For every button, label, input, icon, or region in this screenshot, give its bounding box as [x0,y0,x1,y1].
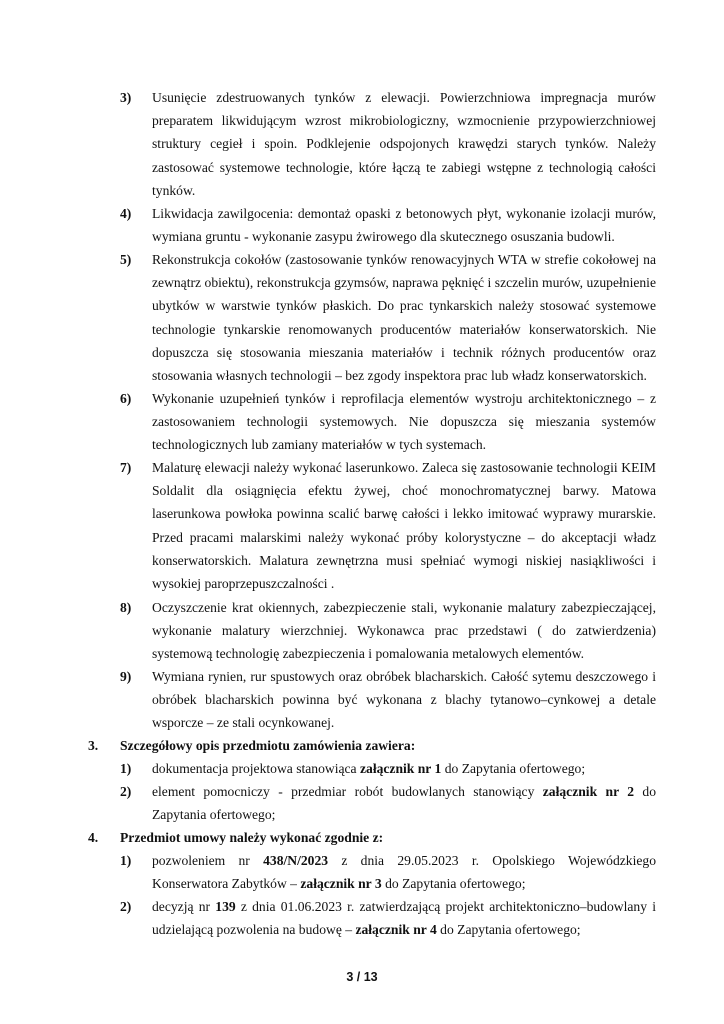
item-text: Malaturę elewacji należy wykonać laserunkowo. Zaleca się zastosowanie technologii KEIM Soldalit dla osiągnięcia efektu żywej, choć monochromatycznej barwy. Matowa laserunkowa powłoka powinna scalić barwę całości i lekko imitować wyprawy murarskie. Przed pracami malarskimi należy wykonać próby kolorystyczne – do akceptacji władz konserwatorskich. Malatura zewnętrzna musi spełniać wymogi niskiej nasiąkliwości i wysokiej paroprzepuszczalności . [152,460,656,592]
decision-number: 139 [215,899,236,914]
list-item [120,248,656,387]
item-text: z dnia 01.06.2023 r. zatwierdzającą projekt architektoniczno–budowlany i udzielającą pozwolenia na budowę – [152,899,656,938]
item-number: 2) [120,784,132,799]
list-item [120,895,656,941]
item-text: Oczyszczenie krat okiennych, zabezpieczenie stali, wykonanie malatury zabezpieczającej, wykonanie malatury wierzchniej. Wykonawca prac przedstawi ( do zatwierdzenia) systemową technologię zabezpieczenia i pomalowania metalowych elementów. [152,600,656,662]
permit-number: 438/N/2023 [263,853,329,868]
list-item [120,665,656,735]
item-number: 6) [120,391,132,406]
attachment-reference: załącznik nr 1 [359,761,442,776]
attachment-reference: załącznik nr 4 [355,922,437,938]
item-text: do Zapytania ofertowego; [436,922,581,938]
item-text: do Zapytania ofertowego; [381,876,526,892]
item-number: 2) [120,899,132,914]
page-number: 3 / 13 [346,970,378,984]
item-text: element pomocniczy - przedmiar robót budowlanych stanowiący [152,784,543,799]
item-text: decyzją nr [152,899,216,914]
section-title: Przedmiot umowy należy wykonać zgodnie z: [120,830,384,845]
list-item [120,849,656,895]
item-text: Wymiana rynien, rur spustowych oraz obróbek blacharskich. Całość sytemu deszczowego i obróbek blacharskich powinna być wykonana z blachy tytanowo–cynkowej a detale wsporcze – ze stali ocynkowanej. [152,669,656,731]
item-number: 5) [120,252,132,267]
list-item [120,596,656,666]
section-heading-3 [88,734,658,757]
item-text: Rekonstrukcja cokołów (zastosowanie tynków renowacyjnych WTA w strefie cokołowej na zewnątrz obiektu), rekonstrukcja gzymsów, naprawa pęknięć i szczelin murów, uzupełnienie ubytków w warstwie tynków płaskich. Do prac tynkarskich należy stosować systemowe technologie tynkarskie renomowanych producentów materiałów konserwatorskich. Nie dopuszcza się stosowania mieszania materiałów i technik różnych producentów oraz stosowania własnych technologii – bez zgody inspektora prac lub władz konserwatorskich. [152,252,656,384]
item-number: 1) [120,853,132,868]
item-text: do Zapytania ofertowego; [152,784,656,823]
attachment-reference: załącznik nr 2 [542,784,635,799]
item-text: Usunięcie zdestruowanych tynków z elewacji. Powierzchniowa impregnacja murów preparatem likwidującym wzrost mikrobiologiczny, wzmocnienie przypowierzchniowej struktury cegieł i spoin. Podklejenie odspojonych krawędzi starych tynków. Należy zastosować systemowe technologie, które łączą te zabiegi wstępne z technologią całości tynków. [152,90,656,198]
item-number: 7) [120,460,132,475]
list-item [120,780,656,826]
list-item [120,387,656,457]
list-item [120,456,656,595]
item-text: Likwidacja zawilgocenia: demontaż opaski z betonowych płyt, wykonanie izolacji murów, wymiana gruntu - wykonanie zasypu żwirowego dla skutecznego osuszania budowli. [152,206,656,245]
item-text: pozwoleniem nr [152,853,264,868]
list-item [120,86,656,202]
list-item [120,757,656,780]
section-title: Szczegółowy opis przedmiotu zamówienia zawiera: [120,738,416,753]
item-text: dokumentacja projektowa stanowiąca [152,761,360,776]
list-item [120,202,656,248]
item-number: 3) [120,90,132,105]
attachment-reference: załącznik nr 3 [300,876,382,892]
section-number: 3. [88,738,99,753]
item-number: 4) [120,206,132,221]
item-number: 1) [120,761,132,776]
item-text: Wykonanie uzupełnień tynków i reprofilacja elementów wystroju architektonicznego – z zastosowaniem technologii systemowych. Nie dopuszcza się mieszania systemów technologicznych lub zamiany materiałów w tych systemach. [152,391,656,453]
item-text: z dnia 29.05.2023 r. Opolskiego Wojewódzkiego Konserwatora Zabytków – [152,853,656,892]
item-number: 9) [120,669,132,684]
item-text: do Zapytania ofertowego; [441,761,586,776]
section-heading-4 [88,826,658,849]
section-number: 4. [88,830,99,845]
item-number: 8) [120,600,132,615]
